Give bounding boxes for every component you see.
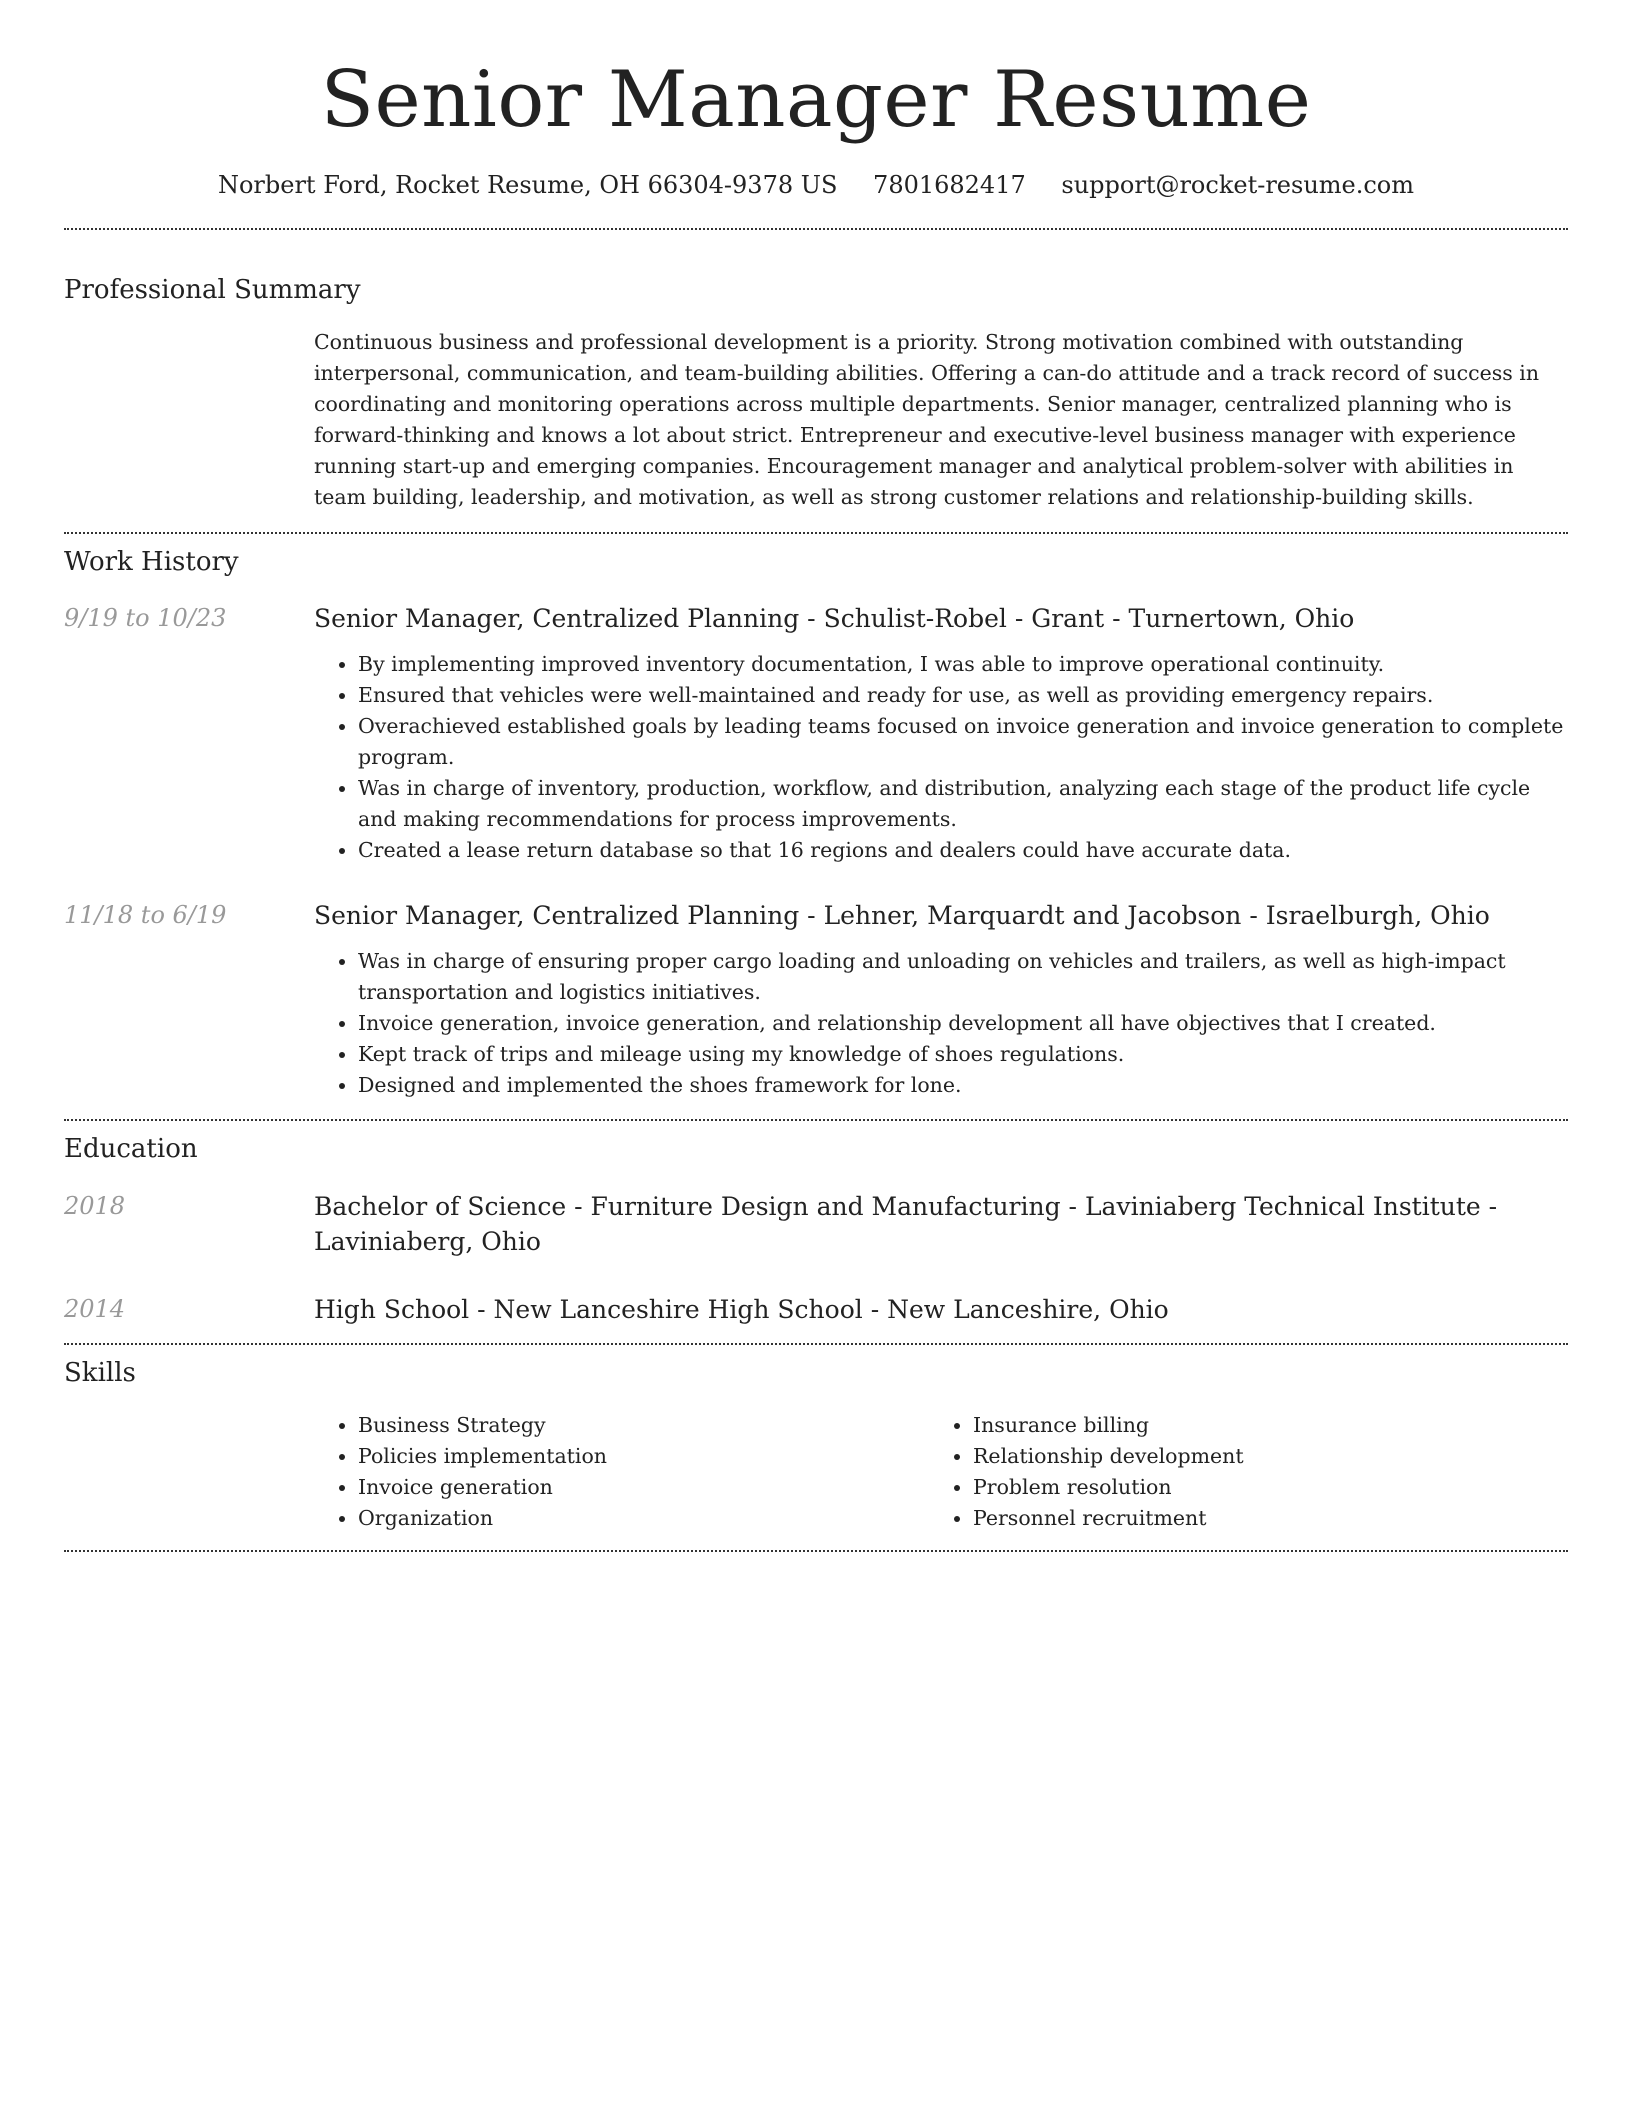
work-heading (314, 898, 1568, 933)
list-item: • Personnel recruitment (973, 1503, 1544, 1534)
education-heading (314, 1189, 1568, 1259)
education-body (314, 1189, 1568, 1259)
contact-email: support@rocket-resume.com (1061, 171, 1415, 199)
work-body (314, 601, 1568, 866)
section-title-work: Work History (64, 547, 239, 577)
work-entry (64, 601, 1568, 866)
list-item: • Kept track of trips and mileage using my knowledge of shoes regulations. (358, 1039, 1568, 1070)
work-entry (64, 898, 1568, 1101)
list-item: • By implementing improved inventory documentation, I was able to improve operational continuity. (358, 649, 1568, 680)
resume-title: Senior Manager Resume (320, 55, 1312, 145)
resume-page (64, 0, 1568, 1552)
list-item: • Policies implementation (358, 1441, 929, 1472)
work-bullets (314, 649, 1568, 866)
section-title-education: Education (64, 1134, 198, 1164)
job-role: Senior Manager, Centralized Planning (314, 604, 800, 633)
summary-text: Continuous business and professional development is a priority. Strong motivation combined with outstanding interpersonal, communication, and team-building abilities. Offering a can-do attitude and a track record of success in coordinating and monitoring operations across multiple departments. Senior manager, centralized planning who is forward-thinking and knows a lot about strict. Entrepreneur and executive-level business manager with experience running start-up and emerging companies. Encouragement manager and analytical problem-solver with abilities in team building, leadership, and motivation, as well as strong customer relations and relationship-building skills. (314, 330, 1540, 509)
section-divider (64, 1550, 1568, 1552)
list-item: • Designed and implemented the shoes framework for lone. (358, 1070, 1568, 1101)
skills-column-left (314, 1410, 929, 1534)
work-bullets (314, 946, 1568, 1101)
work-dates: 9/19 to 10/23 (64, 604, 227, 632)
skills-column-right (929, 1410, 1544, 1534)
job-company: - Lehner, Marquardt and Jacobson - Israelburgh, Ohio (799, 901, 1490, 930)
list-item: • Overachieved established goals by leading teams focused on invoice generation and invoice generation to complete program. (358, 711, 1568, 773)
list-item: • Relationship development (973, 1441, 1544, 1472)
contact-line (64, 168, 1568, 202)
list-item: • Invoice generation, invoice generation, and relationship development all have objectives that I created. (358, 1008, 1568, 1039)
work-heading (314, 601, 1568, 636)
education-body (314, 1292, 1568, 1327)
education-school: - Laviniaberg Technical Institute - Laviniaberg, Ohio (314, 1192, 1498, 1256)
list-item: • Insurance billing (973, 1410, 1544, 1441)
section-title-skills: Skills (64, 1358, 136, 1388)
work-body (314, 898, 1568, 1101)
section-divider (64, 532, 1568, 534)
education-school: - New Lanceshire High School - New Lanceshire, Ohio (469, 1295, 1169, 1324)
list-item: • Organization (358, 1503, 929, 1534)
education-degree: High School (314, 1295, 470, 1324)
education-year: 2018 (64, 1192, 126, 1220)
job-company: - Schulist-Robel - Grant - Turnertown, Ohio (799, 604, 1355, 633)
list-item: • Problem resolution (973, 1472, 1544, 1503)
education-entry (64, 1292, 1568, 1327)
list-item: • Created a lease return database so that 16 regions and dealers could have accurate data. (358, 835, 1568, 866)
list-item: • Invoice generation (358, 1472, 929, 1503)
list-item: • Was in charge of inventory, production, workflow, and distribution, analyzing each stage of the product life cycle and making recommendations for process improvements. (358, 773, 1568, 835)
education-degree: Bachelor of Science - Furniture Design and Manufacturing (314, 1192, 1061, 1221)
section-divider (64, 1119, 1568, 1121)
section-divider (64, 228, 1568, 230)
section-title-summary: Professional Summary (64, 275, 361, 305)
list-item: • Was in charge of ensuring proper cargo loading and unloading on vehicles and trailers, as well as high-impact transportation and logistics initiatives. (358, 946, 1568, 1008)
education-year: 2014 (64, 1295, 126, 1323)
list-item: • Ensured that vehicles were well-maintained and ready for use, as well as providing emergency repairs. (358, 680, 1568, 711)
skills-list (314, 1410, 1568, 1534)
work-dates: 11/18 to 6/19 (64, 901, 227, 929)
section-divider (64, 1343, 1568, 1345)
education-entry (64, 1189, 1568, 1259)
contact-phone: 7801682417 (873, 171, 1026, 199)
education-heading (314, 1292, 1568, 1327)
contact-address: Norbert Ford, Rocket Resume, OH 66304-9378 US (217, 171, 838, 199)
list-item: • Business Strategy (358, 1410, 929, 1441)
job-role: Senior Manager, Centralized Planning (314, 901, 800, 930)
